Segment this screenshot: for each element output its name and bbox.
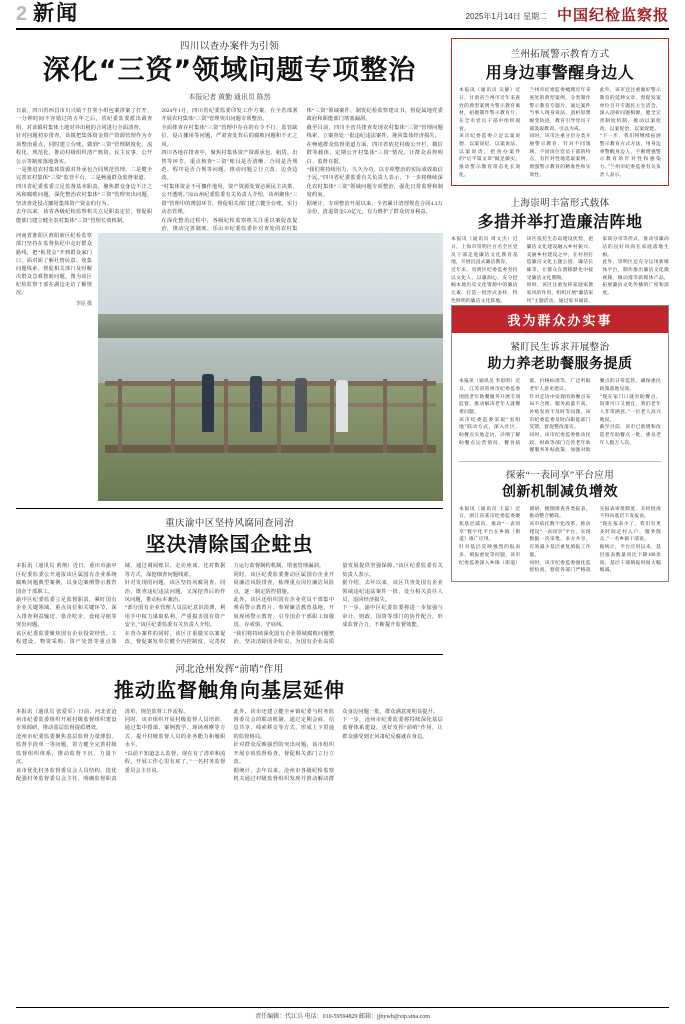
bridge-post [118,379,122,453]
lead-paragraph: 一是推进农村集体资源对外承包合同规范管理，二是健全完善农村集体“三资”监管平台，三是畅通群众监督渠道。 [16,167,153,182]
page-content [16,30,669,996]
bridge-post [330,379,334,453]
photo-person [336,380,348,432]
shanghai-paragraph: 近年来，崇明区纪委监委坚持以文化人、以廉润心，充分挖掘本地历史文化资源中的廉洁元素，打造一批形式多样、特色鲜明的廉洁文化阵地。 [451,268,518,304]
lead-paragraph: 在畅通群众监督渠道方面，四川省依托村级公开栏、微信群等载体，定期公开村集体“三资”情况，让群众看得明白、监督有据。 [306,141,443,165]
lanzhou-headline: 用身边事警醒身边人 [485,63,635,82]
hebei-paragraph: 针对群众反映强烈的突出问题，该市组织开展专项监督检查，督促相关部门立行立改。 [233,742,335,766]
left-column-group [16,38,451,996]
lanzhou-paragraph: 同时，该市注重分层分类开展警示教育，针对不同领域、不同岗位党员干部的特点，有针对性地选取案例，增强警示教育的精准性和实效性。 [529,134,591,178]
page-number: 2 [16,3,28,25]
shanghai-body [451,236,669,305]
lead-paragraph: 全面排查在村集体“三资”管理中存在的有令不行、监管缺位、侵占挪用等问题，严肃查处背后的腐败问题和不正之风。 [161,124,298,148]
lead-paragraph: 2024年1月，四川省纪委监委印发工作方案，在全省部署开展农村集体“三资”管理突出问题专项整治。 [161,108,298,123]
divider [459,461,661,462]
newspaper-logo: 中国纪检监察报 [556,6,669,24]
elderly-paragraph: 该市纪委监委采取“室组地”联动方式，深入社区、助餐点实地走访，详细了解助餐点运营情况、餐食质量、价格标准等，广泛听取老年人意见建议。 [459,379,591,446]
chongqing-body [16,562,443,646]
chongqing-paragraph: “部分国有企业管理人员法纪意识淡薄，利用手中权力谋取私利，严重损害国有资产安全。”该区纪委监委有关负责人介绍。 [124,605,226,629]
lanzhou-paragraph: 该市纪委监委立足以案说德、以案说纪、以案说法、以案说责，把查办案件的“后半篇文章”做足做实，推动警示教育常态化长效化。 [459,134,521,178]
hebei-body [16,708,443,784]
section-title: 新闻 [33,1,80,25]
lead-paragraph: 日前，四川省西昌市川兴镇干打垒小组包案涉案了打开，一分钟时间不容错过的五年之后，省纪委监委派出调查组，对该镇村集体土地对外出租的合同进行全面清查。 [16,108,153,131]
chongqing-byline: 本报讯（通讯员 黄翔）近日，重庆市渝中区纪委监委公开通报该区属国有企业系统腐败问题典型案例，以身边案例警示教育国企干部职工。 [16,563,117,595]
platform-byline: 本报讯（通讯员 王磊）近日，浙江省某市纪委监委聚焦基层减负，推动“一表同享”数字化平台在乡镇（街道）推广应用。 [459,506,521,543]
elderly-paragraph: 截至目前，该市已新增和改造老年助餐点一批，惠及老年人数万人次。 [599,425,661,446]
elderly-kicker: 紧盯民生诉求开展整治 [510,343,610,354]
hebei-paragraph: 下一步，沧州市纪委监委将持续深化基层监督体系建设，更好发挥“前哨”作用，让群众感受到正风肃纪反腐就在身边。 [342,717,443,740]
article-hebei [16,661,443,784]
lead-paragraph: 四川各地在排查中，聚焦村集体资产资源承包、租赁、出售等环节，重点核查“三资”账目是否清晰、合同是否规范、程序是否合规等问题，推动问题立行立改、边查边改。 [161,150,298,182]
photo-image-wrap [98,233,443,501]
photo-block [16,233,443,501]
shanghai-paragraph: 此外，崇明区还充分运用新媒体平台，制作推出廉洁文化微视频、微动漫等新媒体产品，拓展廉洁文化传播的广度和深度。 [602,260,669,297]
photo-caption: 河南省淮阳区淮阳新区纪检监察部门坚持在监督执纪中走好群众路线，把“板凳会”开到群众家门口，面对面了解社情民意、收集问题线索，督促相关部门及时解决群众急难愁盼问题。图为该区纪检监察干部在湖边走访了解情况。 [16,234,92,297]
photo-person [295,378,307,432]
shanghai-paragraph: 同时，该区注重发挥家庭家教家风的作用，组织开展“廉洁家风”主题活动，通过家书诵读、家训分享等形式，推动崇廉尚洁的良好风尚在家庭落地生根。 [526,237,669,304]
photo-credit: 李昆 摄 [75,302,92,308]
lead-paragraph: 四川省纪委监委立足监督基本职责，聚焦群众身边不正之风和腐败问题，深化整治农村集体“三资”管理突出问题，坚决查处侵占挪用集体资产资金的行为。 [16,183,153,207]
chongqing-paragraph: 针对发现的问题，该区坚持风腐同查、同治，既查违纪违法问题，又深挖背后的作风问题，推动标本兼治。 [124,580,226,604]
article-shanghai [451,195,669,305]
lead-paragraph: “村集体资金不可挪作他用，资产资源处置必须民主决策、公开透明。”凉山州纪委监委有关负责人介绍，该州聚焦“三资”管理中的薄弱环节，督促相关部门建立健全台账，实行动态管理。 [161,183,298,216]
hebei-headline: 推动监督触角向基层延伸 [114,677,345,702]
service-banner-title: 我为群众办实事 [452,306,668,333]
photo-person [202,374,214,432]
page-footer: 责任编辑：代江兵 电话：010-59594829 邮箱：jjbywb@vip.sina.com [16,1007,669,1020]
platform-kicker: 探索“一表同享”平台应用 [505,471,615,481]
article-lead [16,38,443,233]
lanzhou-paragraph: “下一步，我们将继续拓展警示教育方式方法，用身边事警醒身边人，不断增强警示教育的针对性和感染力。”兰州市纪委监委有关负责人表示。 [599,134,661,178]
bridge-post [383,379,387,453]
platform-paragraph: 针对基层反映强烈的报表多、填报重复等问题，该市纪委监委深入乡镇（街道）调研，梳理排查各类报表，推动整合精简。 [459,506,591,566]
chongqing-paragraph: 在查办案件的同时，该区注重做实以案促改，督促案发单位健全内控制度，完善权力运行监督制约机制，堵塞管理漏洞。 [124,563,325,646]
platform-paragraph: 同时，该市纪委监委强化监督检查，督促各部门严格落实报表审批制度，未经批准不得向基层下发报表。 [529,506,661,574]
chongqing-paragraph: 此外，该区还组织国有企业党员干部集中观看警示教育片、参观廉洁教育基地，开展现场警示教育，引导国企干部职工知敬畏、存戒惧、守底线。 [233,597,335,629]
chongqing-paragraph: “我们将持续深化国有企业领域腐败问题整治，坚决清除国企蛀虫，为国有企业高质量发展提供坚强保障。”该区纪委监委有关负责人表示。 [233,563,443,646]
photo-caption-column [16,233,98,307]
photo-person [250,376,262,432]
hebei-byline: 本报讯（通讯员 张爱军）日前，河北省沧州市纪委监委组织开展村级监督组织建设专项调研，推动基层监督提质增效。 [16,708,117,732]
lead-body [16,107,443,233]
lead-paragraph: 去年以来，该省各级纪检监察机关立足职责定位，督促职能部门建立健全农村集体“三资”管理长效机制。 [16,209,153,224]
lead-headline: 深化“三资”领域问题专项整治 [42,55,417,86]
photo-bridge [105,373,436,453]
chongqing-kicker: 重庆渝中区坚持风腐同查同治 [165,519,294,530]
divider [16,508,443,509]
lanzhou-body [459,87,661,179]
bridge-post [277,379,281,453]
elderly-headline: 助力养老助餐服务提质 [487,356,633,373]
news-photo [98,233,443,501]
masthead [16,0,669,30]
lead-paragraph: 据统计，专项整治开展以来，全省累计清理规范合同4.3万余份，清退资金5.6亿元，有力维护了群众切身利益。 [306,200,443,216]
photo-treeline [98,314,443,338]
hebei-paragraph: 该市优化村务监督委员会人员结构，选优配强村务监督委员会主任，明确监督职责清单，规范监督工作流程。 [16,708,189,782]
hebei-kicker: 河北沧州发挥“前哨”作用 [175,664,284,675]
divider [16,654,443,655]
lead-paragraph: “我们将持续用力、久久为功，以专项整治的实际成效取信于民。”四川省纪委监委有关负责人表示，下一步将继续深化农村集体“三资”领域问题专项整治，强化日常监督和制度约束。 [306,167,443,199]
platform-paragraph: 据统计，平台应用以来，基层报表数量同比下降100余项，基层干部填报时间大幅缩减。 [599,545,661,574]
hebei-paragraph: “以前不知道怎么监督，现在有了清单和流程，开展工作心里有底了。”一名村务监督委员会主任说。 [124,750,226,774]
lanzhou-byline: 本报讯（通讯员 吴静）近日，甘肃省兰州市近年来查处的典型案例为警示教育素材，拍摄制作警示教育片，在全市党员干部中组织观看。 [459,88,521,132]
lead-byline: 本报记者 黄勤 通讯员 陈然 [188,93,271,102]
elderly-paragraph: 同时，该市纪委监委推动民政、财政等部门完善老年助餐服务补贴政策，加强对助餐点的日常监管，确保惠民政策落地见效。 [529,379,661,454]
hebei-paragraph: 此外，该市还建立健全乡镇纪委与村务监督委员会的联动机制，通过定期会商、信息共享、线索移交等方式，形成上下贯通的监督格局。 [233,708,335,740]
elderly-body [459,378,661,455]
elderly-paragraph: “现在家门口就有助餐点，饭菜可口又便宜，我们老年人非常满意。”一位老人高兴地说。 [599,394,661,423]
publication-date: 2025年1月14日 星期二 [465,12,547,21]
hebei-paragraph: 同时，该市组织开展村级监督人员培训，通过集中授课、案例教学、现场观摩等方式，提升村级监督人员的业务能力和履职水平。 [124,717,226,749]
chongqing-paragraph: 该区纪委监委聚焦国有企业投资经营、工程建设、物资采购、资产处置等重点领域，通过调阅账目、走访座谈、比对数据等方式，深挖细查问题线索。 [16,563,226,646]
lanzhou-paragraph: 兰州市纪委监委梳理近年来查处的典型案例，分类制作警示教育专题片，通过案件当事人现身说法，剖析思想蜕变轨迹，教育引导党员干部汲取教训、引以为戒。 [529,88,591,132]
article-elderly [452,339,668,455]
lead-paragraph: 截至目前，四川全省共排查发现农村集体“三资”管理问题线索，立案查处一批违纪违法案件，挽回集体经济损失。 [306,124,443,140]
bridge-post [423,379,427,453]
elderly-paragraph: 针对走访中发现的助餐点布局不合理、服务质量不高、补贴发放不及时等问题，该市纪委监委及时向职能部门反馈，督促整改落实。 [529,394,591,431]
lanzhou-paragraph: 此外，该市还注重做好警示教育的延伸文章，督促发案单位召开专题民主生活会，深入剖析问题根源，健全完善制度机制，推动以案促改、以案促治、以案促建。 [599,88,661,132]
shanghai-kicker: 上海崇明丰富形式载体 [510,199,610,210]
service-column-box [451,305,669,581]
chongqing-paragraph: 据介绍，去年以来，该区共查处国有企业领域违纪违法案件一批，处分相关责任人员，追回经济损失。 [342,580,443,604]
platform-body [459,506,661,575]
photo-sky [98,233,443,324]
bridge-post [171,379,175,453]
platform-paragraph: “现在报表少了，我们有更多时间走村入户、服务群众。”一名乡镇干部说。 [599,522,661,543]
lead-paragraph: 在深化整治过程中，各级纪检监察机关注重以案促改促治，推动完善制度。乐山市纪委监委针对查处的农村集体“三资”领域案件，制发纪检监察建议书，督促属地党委政府和职能部门堵塞漏洞。 [161,108,443,232]
platform-headline: 创新机制减负增效 [502,484,618,500]
chongqing-headline: 坚决清除国企蛀虫 [145,532,314,557]
lead-paragraph: 针对问题初步排查，该镇把集体资金资产资源管理作为专项整治重点，同时建立台账，做到“三资”管理制度化、流程化、规范化，推动村级组织清产核资、民主议事、公开公示等制度落地落实。 [16,133,153,165]
lanzhou-kicker: 兰州拓展警示教育方式 [510,50,610,60]
article-chongqing [16,515,443,646]
bridge-post [224,379,228,453]
lead-kicker: 四川以查办案件为引领 [179,42,279,52]
shanghai-headline: 多措并举打造廉洁阵地 [477,212,643,232]
platform-paragraph: 该市依托数字化改革，推动建设“一表同享”平台，实现数据一次采集、多方共享，有效减少基层重复填报工作量。 [529,522,591,558]
shanghai-paragraph: 该区依托生态岛建设优势，把廉洁文化建设融入乡村振兴、美丽乡村建设之中，在村居打造廉洁文化主题公园、廉洁长廊等，让群众在潜移默化中接受廉洁文化熏陶。 [526,237,594,281]
hebei-paragraph: 沧州市纪委监委聚焦基层监督力量薄弱、监督手段单一等问题，着力健全完善村级监督组织体系，推动监督下沉、力量下沉。 [16,733,117,766]
chongqing-paragraph: 渝中区纪委监委立足监督职责，紧盯国有企业关键领域、重点岗位和关键环节，深入排查利益输送、靠企吃企、设租寻租等突出问题。 [16,597,117,629]
hebei-paragraph: 据统计，去年以来，沧州市各级纪检监察机关通过村级监督组织发现并推动解决群众身边问题一批，群众满意度明显提升。 [233,708,439,782]
article-platform [452,467,668,575]
elderly-byline: 本报讯（通讯员 李思明）近日，江苏省常州市纪委监委围绕老年助餐服务开展专项监督，推动解决老年人就餐难问题。 [459,379,521,415]
chongqing-paragraph: 下一步，渝中区纪委监委将进一步加强与审计、财政、国资等部门的协作配合，形成监督合力，不断提升监督效能。 [342,605,443,629]
right-column-group [451,38,669,996]
article-lanzhou [451,38,669,186]
shanghai-byline: 本报讯（通讯员 周文杰）近日，上海市崇明区百名全区党员干部走进廉洁文化教育基地，开展沉浸式廉洁教育。 [451,237,518,266]
chongqing-paragraph: 同时，该区纪委监委推动区属国有企业开展廉洁风险排查，梳理重点岗位廉洁风险点，逐一制定防控措施。 [233,571,335,595]
